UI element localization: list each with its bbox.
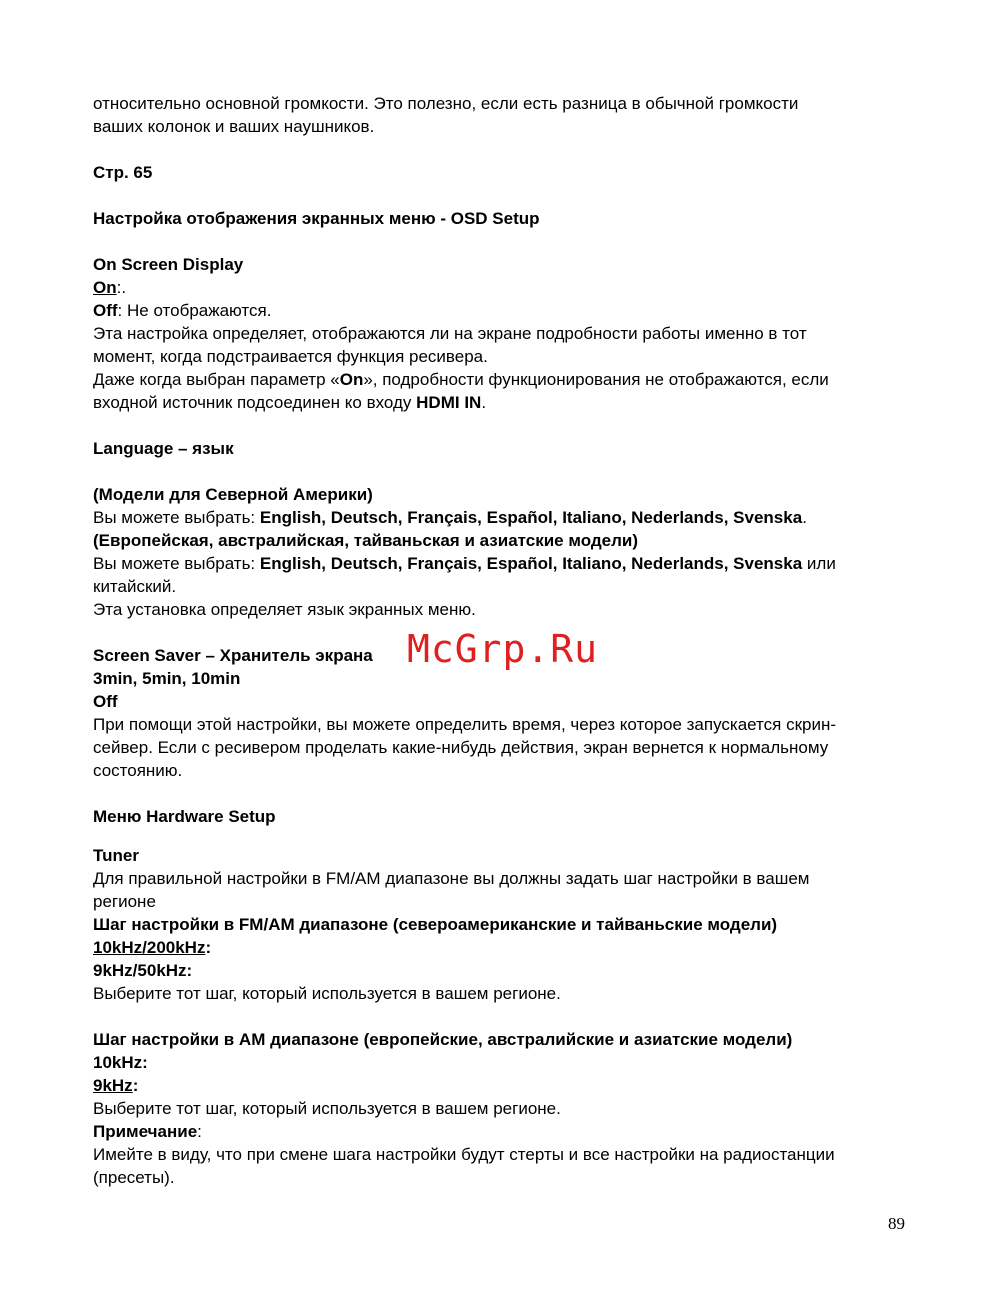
select-step-text: Выберите тот шаг, который используется в вашем регионе. <box>93 984 561 1003</box>
note-text: », подробности функционирования не отображаются, если <box>363 370 829 389</box>
language-eu-line2: китайский. <box>93 577 177 596</box>
colon: : <box>197 1122 202 1141</box>
osd-note <box>93 391 913 414</box>
tuner-desc: Для правильной настройки в FM/AM диапазоне вы должны задать шаг настройки в вашем <box>93 869 810 888</box>
intro-line: ваших колонок и ваших наушников. <box>93 117 375 136</box>
page-reference: Стр. 65 <box>93 163 153 182</box>
screensaver-desc: сейвер. Если с ресивером проделать какие-нибудь действия, экран вернется к нормальному <box>93 738 829 757</box>
note-text: Имейте в виду, что при смене шага настройки будут стерты и все настройки на радиостанции <box>93 1145 835 1164</box>
note-on: On <box>339 370 364 389</box>
off-label: Off <box>93 301 118 320</box>
screensaver-options: 3min, 5min, 10min <box>93 669 241 688</box>
note-text: Даже когда выбран параметр « <box>93 370 340 389</box>
language-title: Language – язык <box>93 439 234 458</box>
page-number: 89 <box>888 1214 905 1233</box>
osd-desc: Эта настройка определяет, отображаются ли на экране подробности работы именно в тот <box>93 324 807 343</box>
osd-desc: момент, когда подстраивается функция ресивера. <box>93 347 488 366</box>
language-eu-models: (Европейская, австралийская, тайваньская и азиатские модели) <box>93 531 639 550</box>
choose-text: . <box>802 508 807 527</box>
screensaver-desc: состоянию. <box>93 761 183 780</box>
note-text: . <box>481 393 487 412</box>
osd-on-option <box>93 276 913 299</box>
tuner-title: Tuner <box>93 846 139 865</box>
osd-off-option <box>93 299 913 322</box>
choose-text: или <box>802 554 836 573</box>
language-na-choices <box>93 506 913 529</box>
hardware-heading: Меню Hardware Setup <box>93 807 276 826</box>
fmam-option-1-value: 10kHz/200kHz <box>93 938 206 957</box>
am-step-title: Шаг настройки в AM диапазоне (европейские, австралийские и азиатские модели) <box>93 1030 793 1049</box>
note-hdmi: HDMI IN <box>416 393 482 412</box>
note-text: входной источник подсоединен ко входу <box>93 393 417 412</box>
am-option-2-value: 9kHz <box>93 1076 133 1095</box>
select-step-text: Выберите тот шаг, который используется в вашем регионе. <box>93 1099 561 1118</box>
tuner-desc: регионе <box>93 892 156 911</box>
intro-line: относительно основной громкости. Это полезно, если есть разница в обычной громкости <box>93 94 799 113</box>
am-option-2 <box>93 1074 913 1097</box>
note-text: (пресеты). <box>93 1168 175 1187</box>
screensaver-title: Screen Saver – Хранитель экрана <box>93 646 373 665</box>
fmam-step-title: Шаг настройки в FM/AM диапазоне (североамериканские и тайваньские модели) <box>93 915 778 934</box>
language-na-models: (Модели для Северной Америки) <box>93 485 373 504</box>
choose-text: Вы можете выбрать: <box>93 508 260 527</box>
language-desc: Эта установка определяет язык экранных меню. <box>93 600 476 619</box>
language-eu-choices <box>93 552 913 575</box>
on-desc: :. <box>116 278 127 297</box>
colon: : <box>205 938 212 957</box>
osd-heading: Настройка отображения экранных меню - OSD Setup <box>93 209 540 228</box>
screensaver-desc: При помощи этой настройки, вы можете определить время, через которое запускается скрин- <box>93 715 837 734</box>
osd-display-title: On Screen Display <box>93 255 244 274</box>
off-desc: : Не отображаются. <box>117 301 272 320</box>
screensaver-off: Off <box>93 692 118 711</box>
language-list: English, Deutsch, Français, Español, Italiano, Nederlands, Svenska <box>259 508 803 527</box>
fmam-option-2: 9kHz/50kHz: <box>93 961 193 980</box>
colon: : <box>132 1076 139 1095</box>
osd-note <box>93 368 913 391</box>
note-label: Примечание <box>93 1122 198 1141</box>
watermark-logo: McGrp.Ru <box>407 627 599 671</box>
on-label: On <box>93 278 117 297</box>
language-list: English, Deutsch, Français, Español, Italiano, Nederlands, Svenska <box>259 554 803 573</box>
fmam-option-1 <box>93 936 913 959</box>
note-line <box>93 1120 913 1143</box>
choose-text: Вы можете выбрать: <box>93 554 260 573</box>
am-option-1: 10kHz: <box>93 1053 148 1072</box>
